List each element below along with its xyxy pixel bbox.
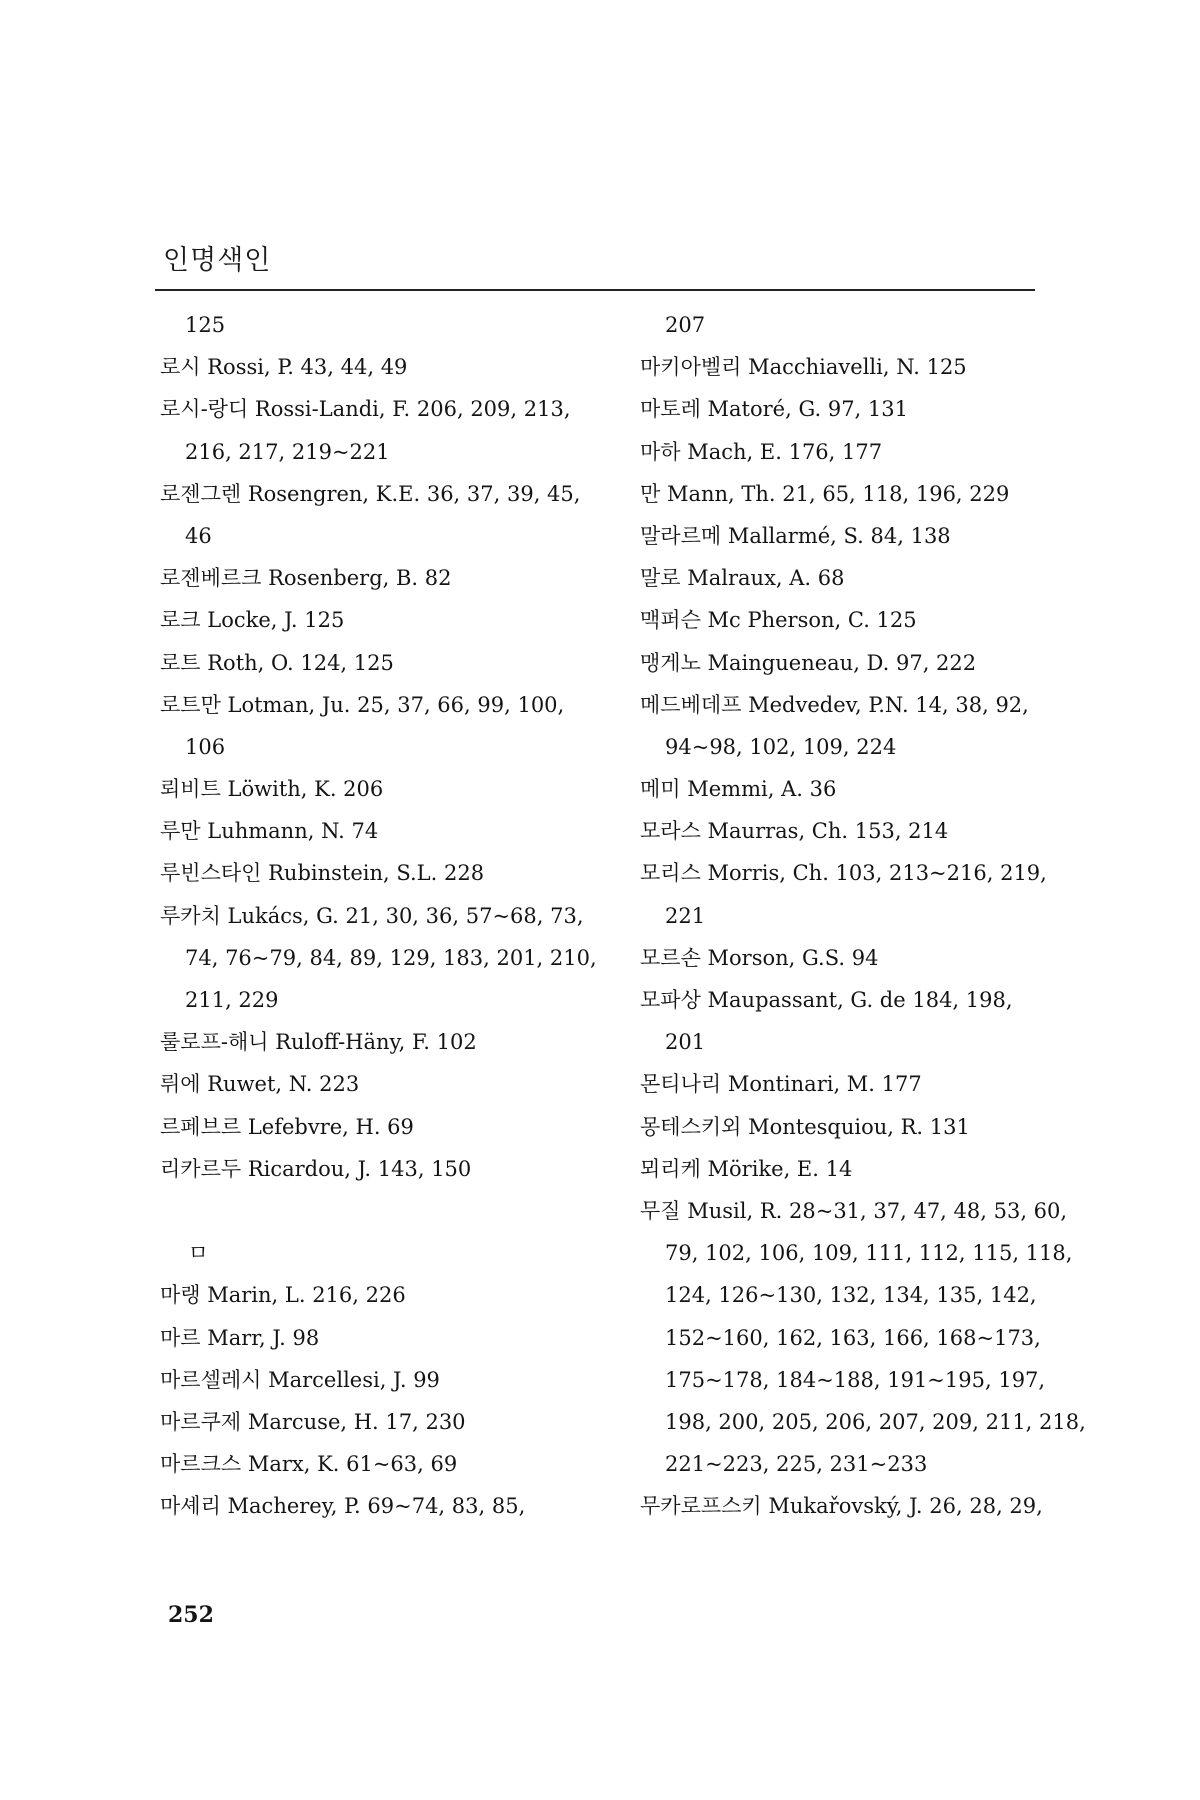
index-entry: 루빈스타인 Rubinstein, S.L. 228 [160, 861, 485, 886]
index-entry: 몽테스키외 Montesquiou, R. 131 [640, 1114, 970, 1139]
index-entry: 메미 Memmi, A. 36 [640, 777, 837, 802]
index-entry-continuation: 46 [185, 523, 212, 548]
index-entry-continuation: 152~160, 162, 163, 166, 168~173, [665, 1325, 1041, 1350]
index-entry: 로트 Roth, O. 124, 125 [160, 650, 394, 675]
index-entry-continuation: 207 [665, 313, 706, 337]
page-number: 252 [168, 1602, 214, 1628]
index-entry: 모리스 Morris, Ch. 103, 213~216, 219, [640, 861, 1047, 886]
running-head: 인명색인 [163, 245, 272, 276]
index-entry: 르페브르 Lefebvre, H. 69 [160, 1114, 414, 1139]
left-entries [160, 304, 597, 1190]
page-header [155, 238, 1035, 291]
index-entry-continuation: 221~223, 225, 231~233 [665, 1452, 928, 1477]
index-entry: 로시-랑디 Rossi-Landi, F. 206, 209, 213, [160, 397, 571, 422]
left-column [160, 304, 597, 1527]
index-entry: 마토레 Matoré, G. 97, 131 [640, 397, 908, 422]
index-entry: 마키아벨리 Macchiavelli, N. 125 [640, 355, 967, 380]
index-entry: 룰로프-해니 Ruloff-Häny, F. 102 [160, 1030, 477, 1055]
index-entry: 마르 Marr, J. 98 [160, 1325, 320, 1350]
index-entry-continuation: 124, 126~130, 132, 134, 135, 142, [665, 1283, 1037, 1308]
index-entry-continuation: 74, 76~79, 84, 89, 129, 183, 201, 210, [185, 945, 597, 970]
index-entry-continuation: 198, 200, 205, 206, 207, 209, 211, 218, [665, 1409, 1086, 1434]
index-entry: 말라르메 Mallarmé, S. 84, 138 [640, 523, 951, 548]
index-entry: 리카르두 Ricardou, J. 143, 150 [160, 1156, 472, 1181]
index-entry: 로시 Rossi, P. 43, 44, 49 [160, 355, 408, 380]
index-entry-continuation: 106 [185, 734, 226, 759]
index-entry: 뫼리케 Mörike, E. 14 [640, 1156, 853, 1181]
index-entry: 맹게노 Maingueneau, D. 97, 222 [640, 650, 977, 675]
index-entry: 모르손 Morson, G.S. 94 [640, 945, 879, 970]
index-entry: 무질 Musil, R. 28~31, 37, 47, 48, 53, 60, [640, 1198, 1068, 1223]
index-entry: 몬티나리 Montinari, M. 177 [640, 1072, 922, 1097]
index-entry: 로젠그렌 Rosengren, K.E. 36, 37, 39, 45, [160, 481, 581, 506]
index-entry: 마하 Mach, E. 176, 177 [640, 439, 883, 464]
index-entry: 뤼에 Ruwet, N. 223 [160, 1072, 360, 1097]
index-entry: 로크 Locke, J. 125 [160, 608, 345, 633]
index-entry: 말로 Malraux, A. 68 [640, 566, 845, 591]
index-entry: 만 Mann, Th. 21, 65, 118, 196, 229 [640, 481, 1010, 506]
index-entry: 맥퍼슨 Mc Pherson, C. 125 [640, 608, 917, 633]
section-letter: ㅁ [188, 1241, 209, 1266]
index-entry-continuation: 175~178, 184~188, 191~195, 197, [665, 1367, 1046, 1392]
index-entry-continuation: 79, 102, 106, 109, 111, 112, 115, 118, [665, 1241, 1073, 1266]
right-column [640, 304, 1086, 1527]
index-entry-continuation: 216, 217, 219~221 [185, 439, 390, 464]
index-entry: 마르크스 Marx, K. 61~63, 69 [160, 1452, 458, 1477]
index-entry: 모라스 Maurras, Ch. 153, 214 [640, 819, 949, 844]
index-entry: 뢰비트 Löwith, K. 206 [160, 777, 384, 802]
header-rule [155, 289, 1035, 291]
index-entry: 로트만 Lotman, Ju. 25, 37, 66, 99, 100, [160, 692, 565, 717]
index-entry-continuation: 94~98, 102, 109, 224 [665, 734, 897, 759]
index-entry: 마르셀레시 Marcellesi, J. 99 [160, 1367, 440, 1392]
index-entry-continuation: 221 [665, 903, 706, 928]
index-entry: 무카로프스키 Mukařovský, J. 26, 28, 29, [640, 1494, 1043, 1519]
index-entry: 루카치 Lukács, G. 21, 30, 36, 57~68, 73, [160, 903, 584, 928]
index-entry: 마르쿠제 Marcuse, H. 17, 230 [160, 1409, 466, 1434]
index-entry: 메드베데프 Medvedev, P.N. 14, 38, 92, [640, 692, 1029, 717]
index-entry: 모파상 Maupassant, G. de 184, 198, [640, 988, 1013, 1012]
index-entry-continuation: 125 [185, 313, 226, 337]
index-entry-continuation: 201 [665, 1030, 706, 1055]
right-entries [640, 304, 1086, 1527]
left-entries-after [160, 1274, 590, 1527]
section-spacer [160, 1190, 590, 1232]
index-entry-continuation: 211, 229 [185, 988, 279, 1012]
index-entry: 루만 Luhmann, N. 74 [160, 819, 379, 844]
index-entry: 마랭 Marin, L. 216, 226 [160, 1283, 406, 1308]
index-entry: 로젠베르크 Rosenberg, B. 82 [160, 566, 452, 591]
index-entry: 마셰리 Macherey, P. 69~74, 83, 85, [160, 1494, 526, 1519]
